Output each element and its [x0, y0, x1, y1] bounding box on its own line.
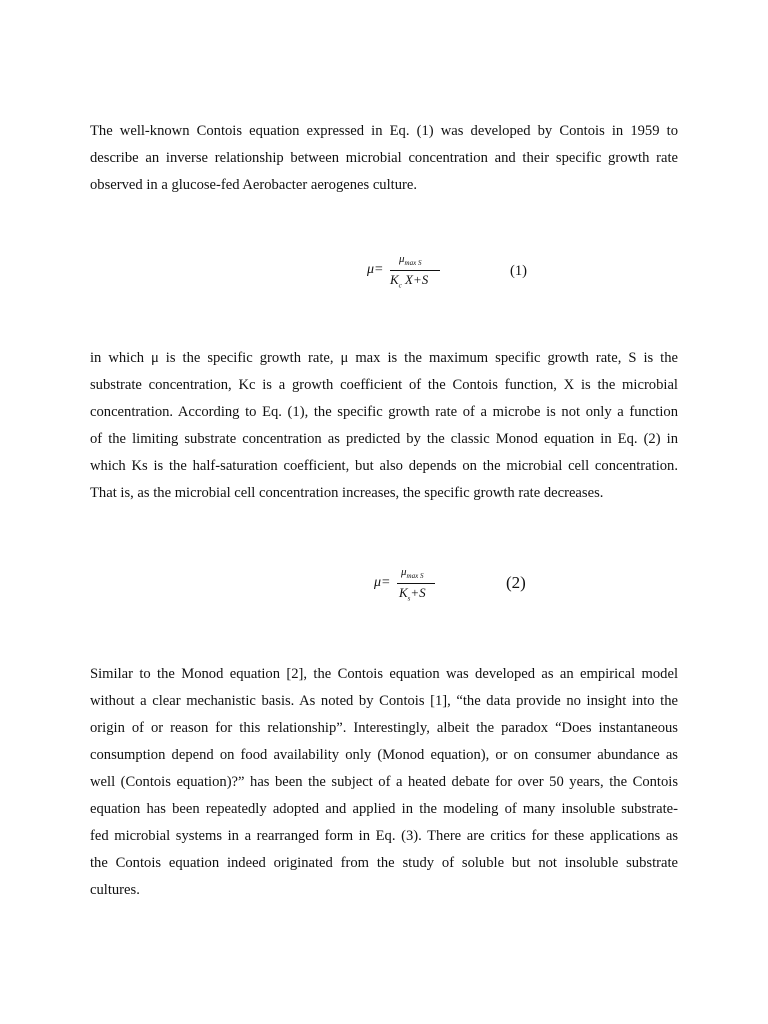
- equation-1-denominator: $K_c$ X+S: [390, 272, 429, 290]
- paragraph-1-line: describe an inverse relationship between microbial concentration and their specific growth rate: [90, 150, 678, 166]
- paragraph-3-line: equation has been repeatedly adopted and applied in the modeling of many insoluble substrate-: [90, 801, 678, 817]
- paragraph-3-line: the Contois equation indeed originated from the study of soluble but not insoluble substrate: [90, 855, 678, 871]
- paragraph-2-line: which Ks is the half-saturation coefficient, but also depends on the microbial cell concentration.: [90, 458, 678, 474]
- paragraph-3-line: consumption depend on food availability only (Monod equation), or on consumer abundance as: [90, 747, 678, 763]
- paragraph-3-line: Similar to the Monod equation [2], the Contois equation was developed as an empirical model: [90, 666, 678, 682]
- equation-1-lhs: μ=: [367, 262, 384, 277]
- paragraph-2-line: substrate concentration, Kc is a growth coefficient of the Contois function, X is the microbial: [90, 377, 678, 393]
- paragraph-1: [90, 118, 678, 199]
- equation-2-fraction-bar: [397, 583, 435, 584]
- paragraph-3-line: cultures.: [90, 882, 140, 898]
- paragraph-2-line: That is, as the microbial cell concentration increases, the specific growth rate decreases.: [90, 485, 604, 501]
- equation-1-number: (1): [510, 263, 528, 279]
- paragraph-3-line: without a clear mechanistic basis. As noted by Contois [1], “the data provide no insight into the: [90, 693, 678, 709]
- paragraph-1-line: The well-known Contois equation expressed in Eq. (1) was developed by Contois in 1959 to: [90, 123, 678, 139]
- equation-2-numerator: $\mu_{max S}$: [401, 566, 424, 581]
- paragraph-3-line: fed microbial systems in a rearranged form in Eq. (3). There are critics for these applications as: [90, 828, 678, 844]
- equation-1-numerator: $\mu_{max S}$: [399, 253, 422, 268]
- equation-2-lhs: μ=: [374, 575, 391, 590]
- paragraph-2: [90, 345, 678, 507]
- paragraph-3-line: well (Contois equation)?” has been the subject of a heated debate for over 50 years, the Contois: [90, 774, 678, 790]
- equation-2-denominator: $K_s+S$: [399, 585, 426, 603]
- paragraph-2-line: in which μ is the specific growth rate, μ max is the maximum specific growth rate, S is the: [90, 350, 678, 366]
- paragraph-3: [90, 661, 678, 904]
- paragraph-2-line: concentration. According to Eq. (1), the specific growth rate of a microbe is not only a function: [90, 404, 678, 420]
- paragraph-3-line: origin of or reason for this relationship”. Interestingly, albeit the paradox “Does instantaneous: [90, 720, 678, 736]
- paragraph-2-line: of the limiting substrate concentration as predicted by the classic Monod equation in Eq. (2) in: [90, 431, 678, 447]
- equation-2-number: (2): [506, 573, 526, 592]
- paragraph-1-line: observed in a glucose-fed Aerobacter aerogenes culture.: [90, 177, 417, 193]
- equation-1-fraction-bar: [390, 270, 440, 271]
